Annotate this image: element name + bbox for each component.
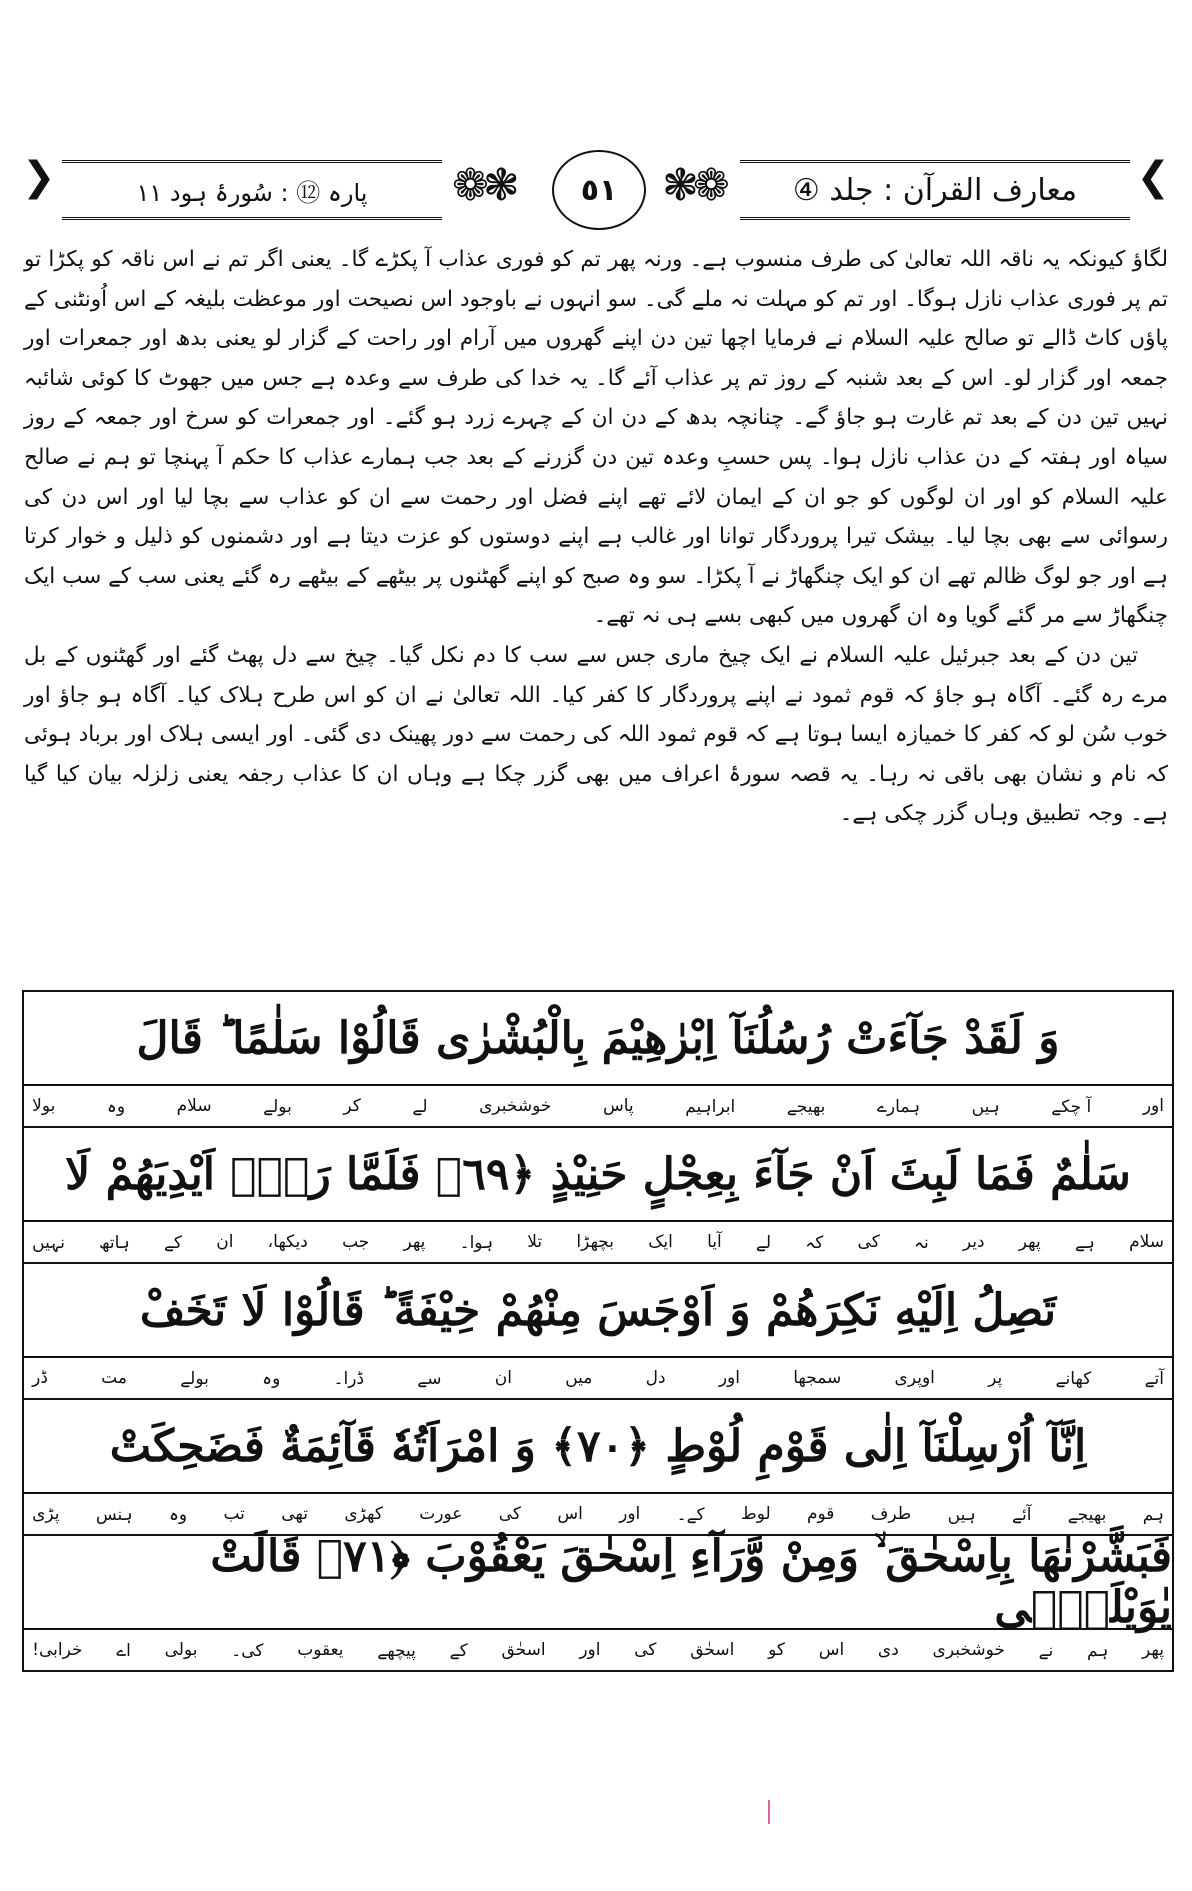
- translation-word: پھر: [1142, 1640, 1164, 1660]
- translation-word: خوشخبری: [479, 1096, 552, 1116]
- word-translation-line: [24, 1222, 1172, 1264]
- arabic-verse-line: تَصِلُ اِلَيْهِ نَكِرَهُمْ وَ اَوْجَسَ مِنْهُمْ خِيْفَةً ؕ قَالُوْا لَا تَخَفْ: [24, 1264, 1172, 1358]
- translation-word: بولا: [32, 1096, 56, 1116]
- translation-word: سلام: [1129, 1232, 1164, 1252]
- translation-word: تلا: [527, 1232, 543, 1252]
- arabic-verse-line: اِنَّآ اُرْسِلْنَآ اِلٰى قَوْمِ لُوْطٍ ﴿٧٠﴾ وَ امْرَاَتُهٗ قَآئِمَةٌ فَضَحِكَتْ: [24, 1400, 1172, 1494]
- translation-word: آیا: [707, 1232, 722, 1252]
- ornament-icon: ❮: [1136, 154, 1170, 200]
- translation-word: نہ: [914, 1232, 929, 1253]
- translation-word: ہنس: [95, 1504, 133, 1525]
- translation-word: وہ: [168, 1504, 188, 1525]
- translation-word: سلام: [176, 1096, 212, 1116]
- translation-word: دیکھا،: [267, 1232, 308, 1252]
- translation-word: ہے: [1074, 1232, 1095, 1253]
- translation-word: پر: [988, 1368, 1003, 1388]
- translation-word: تب: [223, 1504, 245, 1524]
- word-translation-line: [24, 1358, 1172, 1400]
- translation-word: طرف: [870, 1504, 912, 1524]
- translation-word: دیر: [962, 1232, 985, 1252]
- ornament-icon: ❁❃: [452, 160, 514, 211]
- translation-word: نے: [1038, 1640, 1054, 1661]
- translation-word: ہمارے: [876, 1096, 921, 1117]
- translation-word: اسحٰق: [690, 1640, 735, 1660]
- translation-word: پاس: [603, 1096, 634, 1116]
- translation-word: کی۔: [231, 1640, 264, 1661]
- translation-word: ان: [494, 1368, 512, 1388]
- translation-word: وہ: [262, 1368, 281, 1389]
- translation-word: اور: [718, 1368, 740, 1388]
- arabic-verse-line: وَ لَقَدْ جَآءَتْ رُسُلُنَآ اِبْرٰهِيْمَ بِالْبُشْرٰى قَالُوْا سَلٰمًا ؕ قَالَ: [24, 992, 1172, 1086]
- translation-word: ہیں: [947, 1504, 976, 1525]
- translation-word: اے: [116, 1640, 131, 1661]
- translation-word: قوم: [806, 1504, 835, 1524]
- translation-word: ڈر: [32, 1368, 48, 1388]
- translation-word: اس: [557, 1504, 583, 1524]
- translation-word: آئے: [1012, 1504, 1032, 1525]
- translation-word: بولے: [180, 1368, 209, 1389]
- arabic-verse-line: سَلٰمٌ فَمَا لَبِثَ اَنْ جَآءَ بِعِجْلٍ حَنِيْذٍ ﴿٦٩﴾ فَلَمَّا رَاٰۤ اَيْدِيَهُمْ لَا: [24, 1128, 1172, 1222]
- translation-word: ہیں: [971, 1096, 1000, 1117]
- translation-word: کی: [498, 1504, 521, 1524]
- translation-word: کے: [163, 1232, 183, 1253]
- translation-word: اور: [619, 1504, 641, 1524]
- translation-word: خرابی!: [32, 1640, 83, 1660]
- translation-word: پھر: [403, 1232, 426, 1252]
- ornament-icon: ❯: [22, 154, 56, 200]
- translation-word: مت: [101, 1368, 127, 1388]
- translation-word: کی: [634, 1640, 657, 1660]
- translation-word: کھانے: [1055, 1368, 1092, 1389]
- translation-word: اور: [1142, 1096, 1164, 1116]
- section-title: پارہ ⑫ : سُورۂ ہود ١١: [62, 160, 442, 220]
- translation-word: کی: [857, 1232, 880, 1252]
- translation-word: کر: [343, 1096, 361, 1116]
- translation-word: کے۔: [676, 1504, 705, 1525]
- translation-word: سے: [417, 1368, 442, 1389]
- book-title: معارف القرآن : جلد ④: [740, 160, 1130, 220]
- translation-word: ہوا۔: [459, 1232, 494, 1253]
- translation-word: اسحٰق: [501, 1640, 546, 1660]
- word-translation-line: [24, 1086, 1172, 1128]
- translation-word: دل: [645, 1368, 666, 1388]
- scan-mark: [768, 1800, 770, 1824]
- ornament-icon: ❃❁: [662, 160, 724, 211]
- word-translation-line: [24, 1630, 1172, 1670]
- arabic-verse-line: فَبَشَّرْنٰهَا بِاِسْحٰقَ ۙ وَمِنْ وَّرَآءِ اِسْحٰقَ يَعْقُوْبَ ﴿٧١﴾ قَالَتْ يٰوَيْلَتٰۤى: [24, 1536, 1172, 1630]
- paragraph: تین دن کے بعد جبرئیل علیہ السلام نے ایک چیخ ماری جس سے سب کا دم نکل گیا۔ چیخ سے دل پھٹ گئے اور گھٹنوں کے بل مرے رہ گئے۔ آگاہ ہو جاؤ کہ قوم ثمود نے اپنے پروردگار کا کفر کیا۔ اللہ تعالیٰ نے ان کو اس طرح ہلاک کیا۔ آگاہ ہو جاؤ اور خوب سُن لو کہ کفر کا خمیازہ ایسا ہوتا ہے کہ قوم ثمود اللہ کی رحمت سے دور پھینک دی گئی۔ اور ایسی ہلاک اور برباد ہوئی کہ نام و نشان بھی باقی نہ رہا۔ یہ قصہ سورۂ اعراف میں بھی گزر چکا ہے وہاں ان کا عذاب رجفہ یعنی زلزلہ بیان کیا گیا ہے۔ وجہ تطبیق وہاں گزر چکی ہے۔: [24, 642, 1168, 827]
- quran-translation-table: [22, 990, 1174, 1672]
- translation-word: بھیجے: [786, 1096, 826, 1117]
- translation-word: نہیں: [32, 1232, 65, 1253]
- translation-word: عورت: [419, 1504, 463, 1524]
- translation-word: وہ: [106, 1096, 126, 1117]
- translation-word: بولے: [263, 1096, 292, 1117]
- translation-word: لے: [412, 1096, 428, 1117]
- word-translation-line: [24, 1494, 1172, 1536]
- translation-word: بولی: [164, 1640, 198, 1660]
- translation-word: ڈرا۔: [333, 1368, 365, 1389]
- translation-word: میں: [565, 1368, 593, 1388]
- translation-word: ان: [216, 1232, 234, 1252]
- translation-word: بچھڑا: [576, 1232, 614, 1252]
- translation-word: کو: [768, 1640, 785, 1660]
- translation-word: ہم: [1142, 1504, 1164, 1525]
- translation-word: کے: [449, 1640, 468, 1661]
- translation-word: بھیجے: [1067, 1504, 1107, 1525]
- page-header: [22, 150, 1170, 228]
- translation-word: لے: [755, 1232, 772, 1253]
- translation-word: لوط: [740, 1504, 771, 1524]
- translation-word: کہ: [805, 1232, 824, 1253]
- translation-word: سمجھا: [793, 1368, 842, 1388]
- translation-word: آ چکے: [1051, 1096, 1092, 1117]
- translation-word: ابراہیم: [685, 1096, 736, 1117]
- translation-word: ہاتھ: [99, 1232, 130, 1253]
- translation-word: ایک: [648, 1232, 673, 1252]
- page-number: ٥١: [552, 150, 646, 230]
- translation-word: یعقوب: [297, 1640, 344, 1660]
- translation-word: ہم: [1087, 1640, 1109, 1661]
- translation-word: جب: [342, 1232, 370, 1252]
- translation-word: تھی: [281, 1504, 308, 1524]
- translation-word: دی: [877, 1640, 899, 1660]
- commentary-text: [24, 240, 1168, 834]
- translation-word: اور: [579, 1640, 601, 1660]
- translation-word: پھر: [1018, 1232, 1041, 1252]
- translation-word: اس: [818, 1640, 845, 1660]
- translation-word: پیچھے: [377, 1640, 416, 1661]
- translation-word: آتے: [1144, 1368, 1164, 1389]
- paragraph: لگاؤ کیونکہ یہ ناقہ اللہ تعالیٰ کی طرف منسوب ہے۔ ورنہ پھر تم کو فوری عذاب آ پکڑے گا۔ یعنی اگر تم نے اس ناقہ کو پکڑا تو تم پر فوری عذاب نازل ہوگا۔ اور تم کو مہلت نہ ملے گی۔ سو انہوں نے باوجود اس نصیحت اور موعظت بلیغہ کے اس اُونٹنی کے پاؤں کاٹ ڈالے تو صالح علیہ السلام نے فرمایا اچھا تین دن اپنے گھروں میں آرام اور راحت کے گزار لو یعنی بدھ اور جمعرات اور جمعہ اور گزار لو۔ اس کے بعد شنبہ کے روز تم پر عذاب آئے گا۔ یہ خدا کی طرف سے وعدہ ہے جس میں جھوٹ کا کوئی شائبہ نہیں تین دن کے بعد تم غارت ہو جاؤ گے۔ چنانچہ بدھ کے دن ان کے چہرے زرد ہو گئے۔ اور جمعرات کو سرخ اور جمعہ کے روز سیاہ اور ہفتہ کے دن عذاب نازل ہوا۔ پس حسبِ وعدہ تین دن گزرنے کے بعد جب ہمارے عذاب کا حکم آ پہنچا تو ہم نے صالح علیہ السلام کو اور ان لوگوں کو جو ان کے ایمان لائے تھے اپنے فضل اور رحمت سے ان کو عذاب سے بچا لیا اور اس دن کی رسوائی سے بھی بچا لیا۔ بیشک تیرا پروردگار توانا اور غالب ہے اپنے دوستوں کو عزت دیتا ہے اور دشمنوں کو ذلیل و خوار کرتا ہے اور جو لوگ ظالم تھے ان کو ایک چنگھاڑ نے آ پکڑا۔ سو وہ صبح کو اپنے گھٹنوں پر بیٹھے کے بیٹھے رہ گئے یعنی سب کے سب ایک چنگھاڑ سے مر گئے گویا وہ ان گھروں میں کبھی بسے ہی نہ تھے۔: [24, 247, 1168, 629]
- translation-word: خوشخبری: [932, 1640, 1005, 1660]
- translation-word: کھڑی: [344, 1504, 383, 1524]
- translation-word: پڑی: [32, 1504, 60, 1524]
- translation-word: اوپری: [894, 1368, 935, 1388]
